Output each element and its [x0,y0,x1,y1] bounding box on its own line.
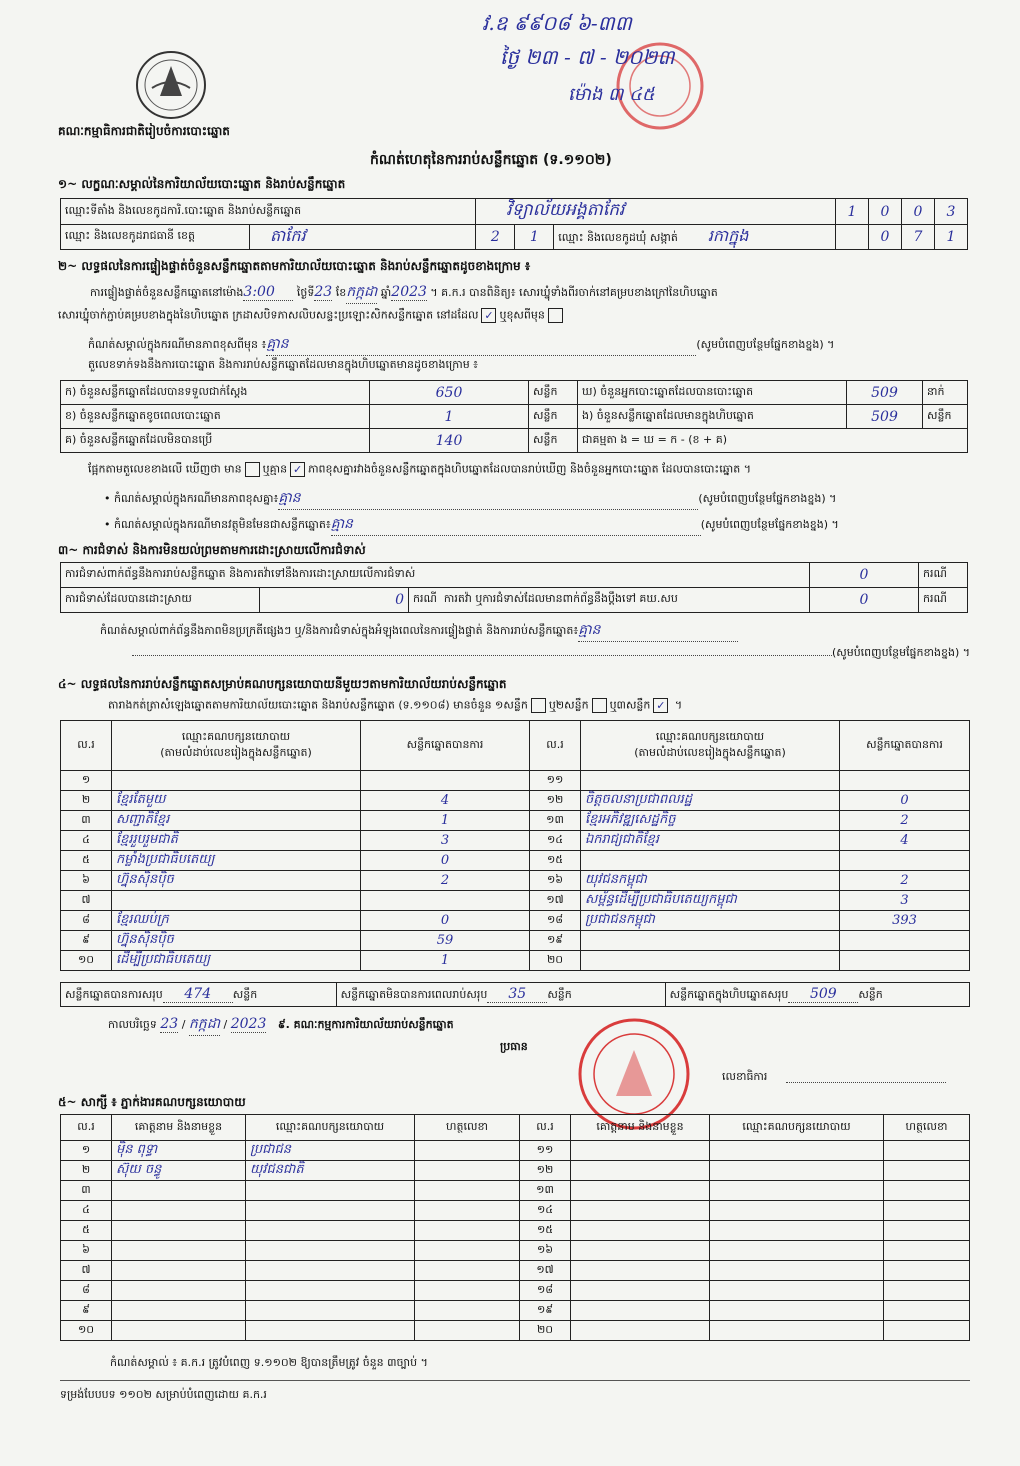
table-row [61,831,970,851]
party-votes [840,851,970,871]
witness-name [112,1301,246,1321]
witness-name: ស៊ុយ ចន្ធូ [112,1161,246,1181]
results-table: ល.រ ឈ្មោះគណបក្សនយោបាយ (តាមលំដាប់លេខរៀងក្នុងសន្លឹកឆ្នោត) សន្លឹកឆ្នោតបានការ ល.រ ឈ្មោះគណបក្សនយោបាយ (តាមលំដាប់លេខរៀងក្នុងសន្លឹកឆ្នោត) សន្លឹកឆ្នោតបានការ ១ ១១ ២ ខ្មែរតែមួយ 4 ១២ ចិត្តចលនាប្រជាពលរដ្ឋ 0 ៣ សញ្ជាតិខ្មែរ 1 ១៣ ខ្មែរអភិវឌ្ឍសេដ្ឋកិច្ច 2 ៤ ខ្មែររួបរួមជាតិ 3 ១៤ ឯករាជ្យជាតិខ្មែរ 4 ៥ កម្លាំងប្រជាធិបតេយ្យ 0 ១៥ ៦ ហ្វ៊ុនស៊ិនប៉ិច 2 ១៦ យុវជនកម្ពុជា 2 ៧ ១៧ សម្ព័ន្ធដើម្បីប្រជាធិបតេយ្យកម្ពុជា 3 ៨ ខ្មែរឈប់ក្រ 0 ១៨ ប្រជាជនកម្ពុជា 393 ៩ ហ្វ៊ុនស៊ិនប៉ិច 59 ១៩ ១០ ដើម្បីប្រជាធិបតេយ្យ 1 ២០ [60,720,970,971]
table-row [61,951,970,971]
party-votes [840,931,970,951]
table-row [61,811,970,831]
witness-signature [415,1261,520,1281]
party-votes [361,771,530,791]
witness-name [112,1181,246,1201]
row-number: ១៦ [530,871,581,891]
s5-heading: ៥~ សាក្សី ៖ ភ្នាក់ងារគណបក្សនយោបាយ [58,1095,246,1109]
row-number: ១៩ [520,1301,571,1321]
table-row [61,851,970,871]
s1-r3-value: រកាក្នុង [707,226,749,245]
one-sheet-checkbox[interactable] [531,698,546,713]
s1-r2-code-2: 1 [515,225,554,250]
witness-signature [415,1181,520,1201]
witness-name [112,1221,246,1241]
fig-b: 1 [370,405,529,429]
witness-signature [415,1161,520,1181]
party-votes: 2 [840,811,970,831]
party-votes: 3 [361,831,530,851]
witness-party [246,1281,415,1301]
total-valid: 474 [163,986,233,1003]
party-votes [840,771,970,791]
witness-name [571,1261,710,1281]
witness-name [571,1301,710,1321]
footer-rule [60,1380,970,1381]
row-number: ១ [61,771,112,791]
table-row [61,1161,970,1181]
s1-r3-code-1: 0 [869,225,902,250]
party-votes: 0 [361,851,530,871]
party-name: កម្លាំងប្រជាធិបតេយ្យ [112,851,361,871]
party-name [112,891,361,911]
s1-r1-code-1: 1 [836,199,869,225]
witness-signature [884,1321,970,1341]
s2-para1: ការផ្ទៀងផ្ទាត់ចំនួនសន្លឹកឆ្នោតនៅម៉ោង3:00 ថ្ងៃទី23 ខែកក្កដា ឆ្នាំ2023 ។ គ.ក.រ បានពិនិត្យ៖ សោរឃ្នុំទាំងពីរចាក់នៅគម្របខាងក្រៅនៃហិបឆ្នោត [90,282,970,304]
s1-r3-code-2: 7 [902,225,935,250]
witness-table: ល.រ គោត្តនាម និងនាមខ្លួន ឈ្មោះគណបក្សនយោបាយ ហត្ថលេខា ល.រ គោត្តនាម និងនាមខ្លួន ឈ្មោះគណបក្សនយោបាយ ហត្ថលេខា ១ ម៉ិន ពុទ្ធា ប្រជាជន ១១ ២ ស៊ុយ ចន្ធូ យុវជនជាតិ ១២ ៣ ១៣ ៤ ១៤ ៥ ១៥ ៦ ១៦ ៧ ១៧ ៨ ១៨ ៩ ១៩ ១០ ២០ [60,1114,970,1341]
s3-note: កំណត់សម្គាល់ពាក់ព័ន្ធនឹងភាពមិនប្រក្រតីផ្សេងៗ ឬ/និងការជំទាស់ក្នុងអំឡុងពេលនៃការផ្ទៀងផ្ទាត់ និងការរាប់សន្លឹកឆ្នោត៖គ្មាន [100,620,970,642]
s1-r2-code-1: 2 [476,225,515,250]
made-on: កាលបរិច្ឆេទ 23 / កក្កដា / 2023 ៩. គណៈកម្មការការិយាល័យរាប់សន្លឹកឆ្នោត [108,1014,454,1036]
s2-para4: ផ្អែកតាមតួលេខខាងលើ ឃើញថា មាន ឬគ្មាន ✓ ភាពខុសគ្នារវាងចំនួនសន្លឹកឆ្នោតក្នុងហិបឆ្នោតដែលបានរាប់ឃើញ និងចំនួនអ្នកបោះឆ្នោត ដែលបានបោះឆ្នោត ។ [88,462,751,476]
witness-name [112,1281,246,1301]
party-name [581,951,840,971]
party-name [581,851,840,871]
witness-signature [884,1261,970,1281]
witness-name [571,1281,710,1301]
table-row [61,911,970,931]
row-number: ៨ [61,1281,112,1301]
witness-party [246,1181,415,1201]
three-sheet-checkbox[interactable]: ✓ [653,698,668,713]
s2-figures-table: ក) ចំនួនសន្លឹកឆ្នោតដែលបានទទួលជាក់ស្តែង 650 សន្លឹក ឃ) ចំនួនអ្នកបោះឆ្នោតដែលបានបោះឆ្នោត 509 នាក់ ខ) ចំនួនសន្លឹកឆ្នោតខូចពេលបោះឆ្នោត 1 សន្លឹក ង) ចំនួនសន្លឹកឆ្នោតដែលមានក្នុងហិបឆ្នោត 509 សន្លឹក គ) ចំនួនសន្លឹកឆ្នោតដែលមិនបានប្រើ 140 សន្លឹក ជាគម្មតា ង = ឃ = ក - (ខ + គ) [60,380,968,453]
totals-table: សន្លឹកឆ្នោតបានការសរុប 474 សន្លឹក សន្លឹកឆ្នោតមិនបានការពេលរាប់សរុប 35 សន្លឹក សន្លឹកឆ្នោតក្នុងហិបឆ្នោតសរុប 509 សន្លឹក [60,982,970,1007]
objections-count: 0 [810,563,919,588]
row-number: ៨ [61,911,112,931]
count-month: កក្កដា [346,282,377,304]
witness-party: យុវជនជាតិ [246,1161,415,1181]
row-number: ១១ [530,771,581,791]
witness-name [571,1241,710,1261]
total-invalid: 35 [487,986,547,1003]
table-row [61,1321,970,1341]
row-number: ១៩ [530,931,581,951]
party-name: ហ្វ៊ុនស៊ិនប៉ិច [112,871,361,891]
row-number: ៧ [61,891,112,911]
s1-table [60,198,968,250]
party-votes: 1 [361,951,530,971]
party-name: ចិត្តចលនាប្រជាពលរដ្ឋ [581,791,840,811]
witness-name [571,1141,710,1161]
table-row [61,1141,970,1161]
party-name [581,771,840,791]
table-row [61,1281,970,1301]
s1-r1-label: ឈ្មោះទីតាំង និងលេខកូដការិ.បោះឆ្នោត និងរាប់សន្លឹកឆ្នោត [61,199,476,225]
stamp-line1: វ.ឧ ៩៩០៨ ៦-៣៣ [482,11,632,35]
party-votes: 4 [840,831,970,851]
party-votes: 0 [361,911,530,931]
two-sheet-checkbox[interactable] [592,698,607,713]
s2-note1: កំណត់សម្គាល់ក្នុងករណីមានភាពខុសពីមុន ៖គ្មាន (សូមបំពេញបន្ថែមផ្នែកខាងខ្នង) ។ [88,334,968,356]
party-name [112,771,361,791]
party-votes: 393 [840,911,970,931]
witness-party [246,1221,415,1241]
witness-signature [415,1321,520,1341]
s4-sub: តារាងកត់ត្រាសំឡេងឆ្នោតតាមការិយាល័យបោះឆ្នោត និងរាប់សន្លឹកឆ្នោត (ទ.១១០៨) មានចំនួន ១សន្លឹក ឬ២សន្លឹក ឬ៣សន្លឹក ✓ ។ [108,698,683,712]
row-number: ១២ [530,791,581,811]
party-name: យុវជនកម្ពុជា [581,871,840,891]
row-number: ១៣ [520,1181,571,1201]
row-number: ៩ [61,1301,112,1321]
witness-signature [884,1301,970,1321]
witness-party [710,1141,884,1161]
witness-party [710,1161,884,1181]
stamp-line3: ម៉ោង ៣ ៤៥ [568,84,655,105]
s5-note: កំណត់សម្គាល់ ៖ គ.ក.រ ត្រូវបំពេញ ទ.១១០២ ឱ្យបានត្រឹមត្រូវ ចំនួន ៣ច្បាប់ ។ [110,1356,428,1369]
no-diff-checkbox[interactable]: ✓ [290,462,305,477]
total-ballots: 509 [788,986,858,1003]
table-row [61,1221,970,1241]
witness-party [710,1241,884,1261]
s1-r1-code-2: 0 [869,199,902,225]
table-row [61,1201,970,1221]
witness-name [112,1321,246,1341]
party-name: ដើម្បីប្រជាធិបតេយ្យ [112,951,361,971]
s1-heading: ១~ លក្ខណៈសម្គាល់នៃការិយាល័យបោះឆ្នោត និងរាប់សន្លឹកឆ្នោត [58,177,346,191]
witness-name [571,1221,710,1241]
row-number: ៦ [61,871,112,891]
table-row [61,891,970,911]
count-day: 23 [314,284,333,300]
appeal-count: 0 [810,588,919,613]
witness-name [112,1241,246,1261]
s1-r1-code-3: 0 [902,199,935,225]
different-checkbox[interactable] [548,308,563,323]
s2-para2: សោរឃ្នុំចាក់ភ្ជាប់គម្របខាងក្នុងនៃហិបឆ្នោត ក្រដាសបិទភាសលិបសន្ទះប្រឡោះសិកសន្លឹកឆ្នោត នៅដដែល ✓ ឬខុសពីមុន [58,308,566,325]
witness-signature [415,1281,520,1301]
secretary-label: លេខាធិការ [722,1070,768,1083]
formula: ជាគម្មតា ង = ឃ = ក - (ខ + គ) [578,429,968,453]
witness-party [710,1301,884,1321]
s2-note2: • កំណត់សម្គាល់ក្នុងករណីមានភាពខុសគ្នា៖គ្មាន (សូមបំពេញបន្ថែមផ្នែកខាងខ្នង) ។ [104,488,970,510]
party-votes: 3 [840,891,970,911]
row-number: ៦ [61,1241,112,1261]
row-number: ៤ [61,1201,112,1221]
stamp-line2: ថ្ងៃ ២៣ - ៧ - ២០២៣ [500,45,675,69]
form-title: កំណត់ហេតុនៃការរាប់សន្លឹកឆ្នោត (ទ.១១០២) [370,152,612,168]
table-row [61,1181,970,1201]
witness-name [112,1261,246,1281]
count-year: 2023 [391,284,427,300]
has-diff-checkbox[interactable] [245,462,260,477]
witness-party [710,1281,884,1301]
row-number: ១៨ [530,911,581,931]
count-time: 3:00 [243,284,293,301]
row-number: ១៥ [520,1221,571,1241]
party-votes: 2 [840,871,970,891]
party-name: ហ្វ៊ុនស៊ិនប៉ិច [112,931,361,951]
chair-label: ប្រធាន [500,1040,528,1053]
table-row [61,931,970,951]
party-name: ឯករាជ្យជាតិខ្មែរ [581,831,840,851]
row-number: ១ [61,1141,112,1161]
witness-name: ម៉ិន ពុទ្ធា [112,1141,246,1161]
witness-party [710,1181,884,1201]
s1-r2-label: ឈ្មោះ និងលេខកូដរាជធានី ខេត្ត [61,225,250,250]
row-number: ១៨ [520,1281,571,1301]
row-number: ១៥ [530,851,581,871]
row-number: ១០ [61,951,112,971]
table-row [61,1241,970,1261]
table-row [61,1261,970,1281]
table-row [61,771,970,791]
row-number: ១៤ [530,831,581,851]
party-votes: 2 [361,871,530,891]
witness-party [246,1261,415,1281]
witness-signature [884,1241,970,1261]
party-name: ខ្មែរតែមួយ [112,791,361,811]
s4-heading: ៤~ លទ្ធផលនៃការរាប់សន្លឹកឆ្នោតសម្រាប់គណបក្សនយោបាយនីមួយៗតាមការិយាល័យរាប់សន្លឹកឆ្នោត [58,677,507,691]
party-votes: 4 [361,791,530,811]
witness-signature [415,1241,520,1261]
witness-signature [415,1141,520,1161]
witness-signature [884,1201,970,1221]
s1-r1-value: វិទ្យាល័យអង្គតាកែវ [476,199,836,225]
witness-signature [884,1161,970,1181]
row-number: ១១ [520,1141,571,1161]
party-name: ខ្មែរអភិវឌ្ឍសេដ្ឋកិច្ច [581,811,840,831]
witness-party [246,1201,415,1221]
nec-emblem [132,48,210,122]
fig-c: 140 [370,429,529,453]
s3-heading: ៣~ ការជំទាស់ និងការមិនយល់ព្រមតាមការដោះស្រាយលើការជំទាស់ [58,543,366,557]
party-name [581,931,840,951]
footer-text: ទម្រង់បែបបទ ១១០២ សម្រាប់បំពេញដោយ គ.ក.រ [60,1388,267,1401]
witness-party [710,1201,884,1221]
fig-e: 509 [847,405,923,429]
witness-name [571,1201,710,1221]
witness-signature [884,1181,970,1201]
witness-name [571,1321,710,1341]
row-number: ៥ [61,851,112,871]
witness-signature [415,1221,520,1241]
party-name: ប្រជាជនកម្ពុជា [581,911,840,931]
witness-signature [884,1281,970,1301]
row-number: ១៤ [520,1201,571,1221]
table-row [61,1301,970,1321]
row-number: ១៧ [520,1261,571,1281]
witness-party [246,1301,415,1321]
resolved-count: 0 [260,588,409,613]
row-number: ១៧ [530,891,581,911]
witness-signature [884,1141,970,1161]
party-name: ខ្មែររួបរួមជាតិ [112,831,361,851]
party-votes: 0 [840,791,970,811]
s1-r1-code-4: 3 [935,199,968,225]
table-row [61,791,970,811]
party-votes: 59 [361,931,530,951]
s1-r3-code-3: 1 [935,225,968,250]
org-name: គណៈកម្មាធិការជាតិរៀបចំការបោះឆ្នោត [58,124,230,138]
fig-a: 650 [370,381,529,405]
same-checkbox[interactable]: ✓ [481,308,496,323]
row-number: ៧ [61,1261,112,1281]
party-votes: 1 [361,811,530,831]
table-row [61,871,970,891]
witness-party [710,1221,884,1241]
party-votes [361,891,530,911]
party-name: ខ្មែរឈប់ក្រ [112,911,361,931]
row-number: ១៦ [520,1241,571,1261]
witness-name [112,1201,246,1221]
row-number: ៣ [61,1181,112,1201]
row-number: ២០ [520,1321,571,1341]
witness-party [710,1261,884,1281]
witness-party [710,1321,884,1341]
witness-party [246,1321,415,1341]
s1-r3-label: ឈ្មោះ និងលេខកូដឃុំ សង្កាត់ [558,231,678,244]
party-votes [840,951,970,971]
row-number: ២ [61,791,112,811]
row-number: ២ [61,1161,112,1181]
witness-party: ប្រជាជន [246,1141,415,1161]
row-number: ១២ [520,1161,571,1181]
row-number: ៥ [61,1221,112,1241]
row-number: ៤ [61,831,112,851]
row-number: ២០ [530,951,581,971]
s1-r2-value: តាកែវ [250,225,476,250]
witness-signature [884,1221,970,1241]
witness-signature [415,1201,520,1221]
witness-party [246,1241,415,1261]
witness-signature [415,1301,520,1321]
row-number: ១០ [61,1321,112,1341]
witness-name [571,1181,710,1201]
fig-d: 509 [847,381,923,405]
party-name: សម្ព័ន្ធដើម្បីប្រជាធិបតេយ្យកម្ពុជា [581,891,840,911]
row-number: ៩ [61,931,112,951]
s3-table: ការជំទាស់ពាក់ព័ន្ធនឹងការរាប់សន្លឹកឆ្នោត និងការតវ៉ាទៅនឹងការដោះស្រាយលើការជំទាស់ 0 ករណី ការជំទាស់ដែលបានដោះស្រាយ 0 ករណី ការតវ៉ា ឬការជំទាស់ដែលមានពាក់ព័ន្ធនឹងប្តឹងទៅ គឃ.សប 0 ករណី [60,562,968,613]
party-name: សញ្ជាតិខ្មែរ [112,811,361,831]
s2-heading: ២~ លទ្ធផលនៃការផ្ទៀងផ្ទាត់ចំនួនសន្លឹកឆ្នោតតាមការិយាល័យបោះឆ្នោត និងរាប់សន្លឹកឆ្នោតដូចខាងក្រោម ៖ [58,259,531,273]
s2-note3: • កំណត់សម្គាល់ក្នុងករណីមានវត្ថុមិនមែនជាសន្លឹកឆ្នោត៖គ្មាន (សូមបំពេញបន្ថែមផ្នែកខាងខ្នង) ។ [104,514,970,536]
row-number: ១៣ [530,811,581,831]
row-number: ៣ [61,811,112,831]
s2-para3: តួលេខទាក់ទងនឹងការបោះឆ្នោត និងការរាប់សន្លឹកឆ្នោតដែលមានក្នុងហិបឆ្នោតមានដូចខាងក្រោម ៖ [88,358,479,371]
witness-name [571,1161,710,1181]
